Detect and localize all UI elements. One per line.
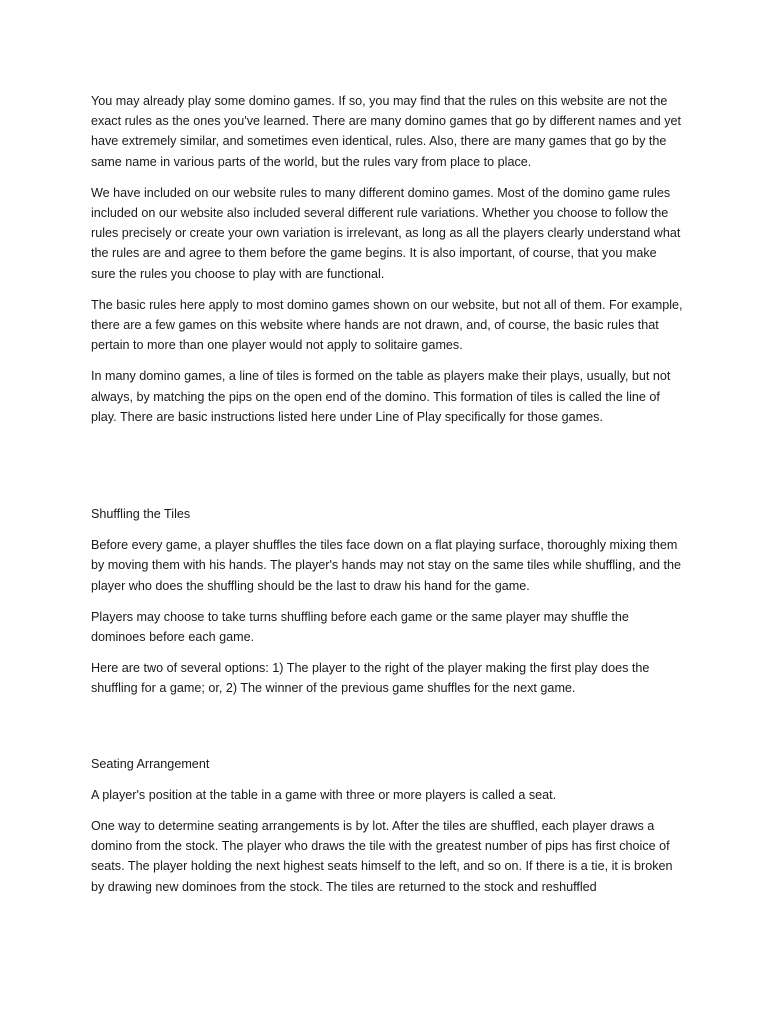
intro-section [91, 91, 683, 427]
seating-section [91, 754, 683, 897]
intro-paragraph: The basic rules here apply to most domino games shown on our website, but not all of them. For example, there are a few games on this website where hands are not drawn, and, of course, the basic rules that pertain to more than one player would not apply to solitaire games. [91, 297, 683, 353]
section-heading-shuffling: Shuffling the Tiles [91, 507, 191, 522]
intro-paragraph: We have included on our website rules to many different domino games. Most of the domino game rules included on our website also included several different rule variations. Whether you choose to follow the rules precisely or create your own variation is irrelevant, as long as all the players clearly understand what the rules are and agree to them before the game begins. It is also important, of course, that you make sure the rules you choose to play with are functional. [91, 185, 681, 281]
seating-paragraph: A player's position at the table in a game with three or more players is called a seat. [91, 787, 557, 802]
shuffling-section [91, 504, 683, 699]
shuffling-paragraph: Here are two of several options: 1) The player to the right of the player making the first play does the shuffling for a game; or, 2) The winner of the previous game shuffles for the next game. [91, 661, 650, 696]
shuffling-paragraph: Players may choose to take turns shuffling before each game or the same player may shuffle the dominoes before each game. [91, 609, 629, 645]
section-spacer [91, 710, 683, 754]
seating-paragraph: One way to determine seating arrangements is by lot. After the tiles are shuffled, each player draws a domino from the stock. The player who draws the tile with the greatest number of pips has first choice of seats. The player holding the next highest seats himself to the left, and so on. If there is a tie, it is broken by drawing new dominoes from the stock. The tiles are returned to the stock and reshuffled [91, 819, 673, 894]
intro-paragraph: In many domino games, a line of tiles is formed on the table as players make their plays, usually, but not always, by matching the pips on the open end of the domino. This formation of tiles is called the line of play. There are basic instructions listed here under Line of Play specifically for those games. [91, 369, 671, 424]
section-spacer [91, 438, 683, 504]
intro-paragraph: You may already play some domino games. If so, you may find that the rules on this website are not the exact rules as the ones you've learned. There are many domino games that go by different names and yet have extremely similar, and sometimes even identical, rules. Also, there are many games that go by the same name in various parts of the world, but the rules vary from place to place. [91, 94, 681, 169]
section-heading-seating: Seating Arrangement [91, 756, 210, 771]
document-body [91, 91, 683, 908]
shuffling-paragraph: Before every game, a player shuffles the tiles face down on a flat playing surface, thoroughly mixing them by moving them with his hands. The player's hands may not stay on the same tiles while shuffling, and the player who does the shuffling should be the last to draw his hand for the game. [91, 538, 681, 593]
